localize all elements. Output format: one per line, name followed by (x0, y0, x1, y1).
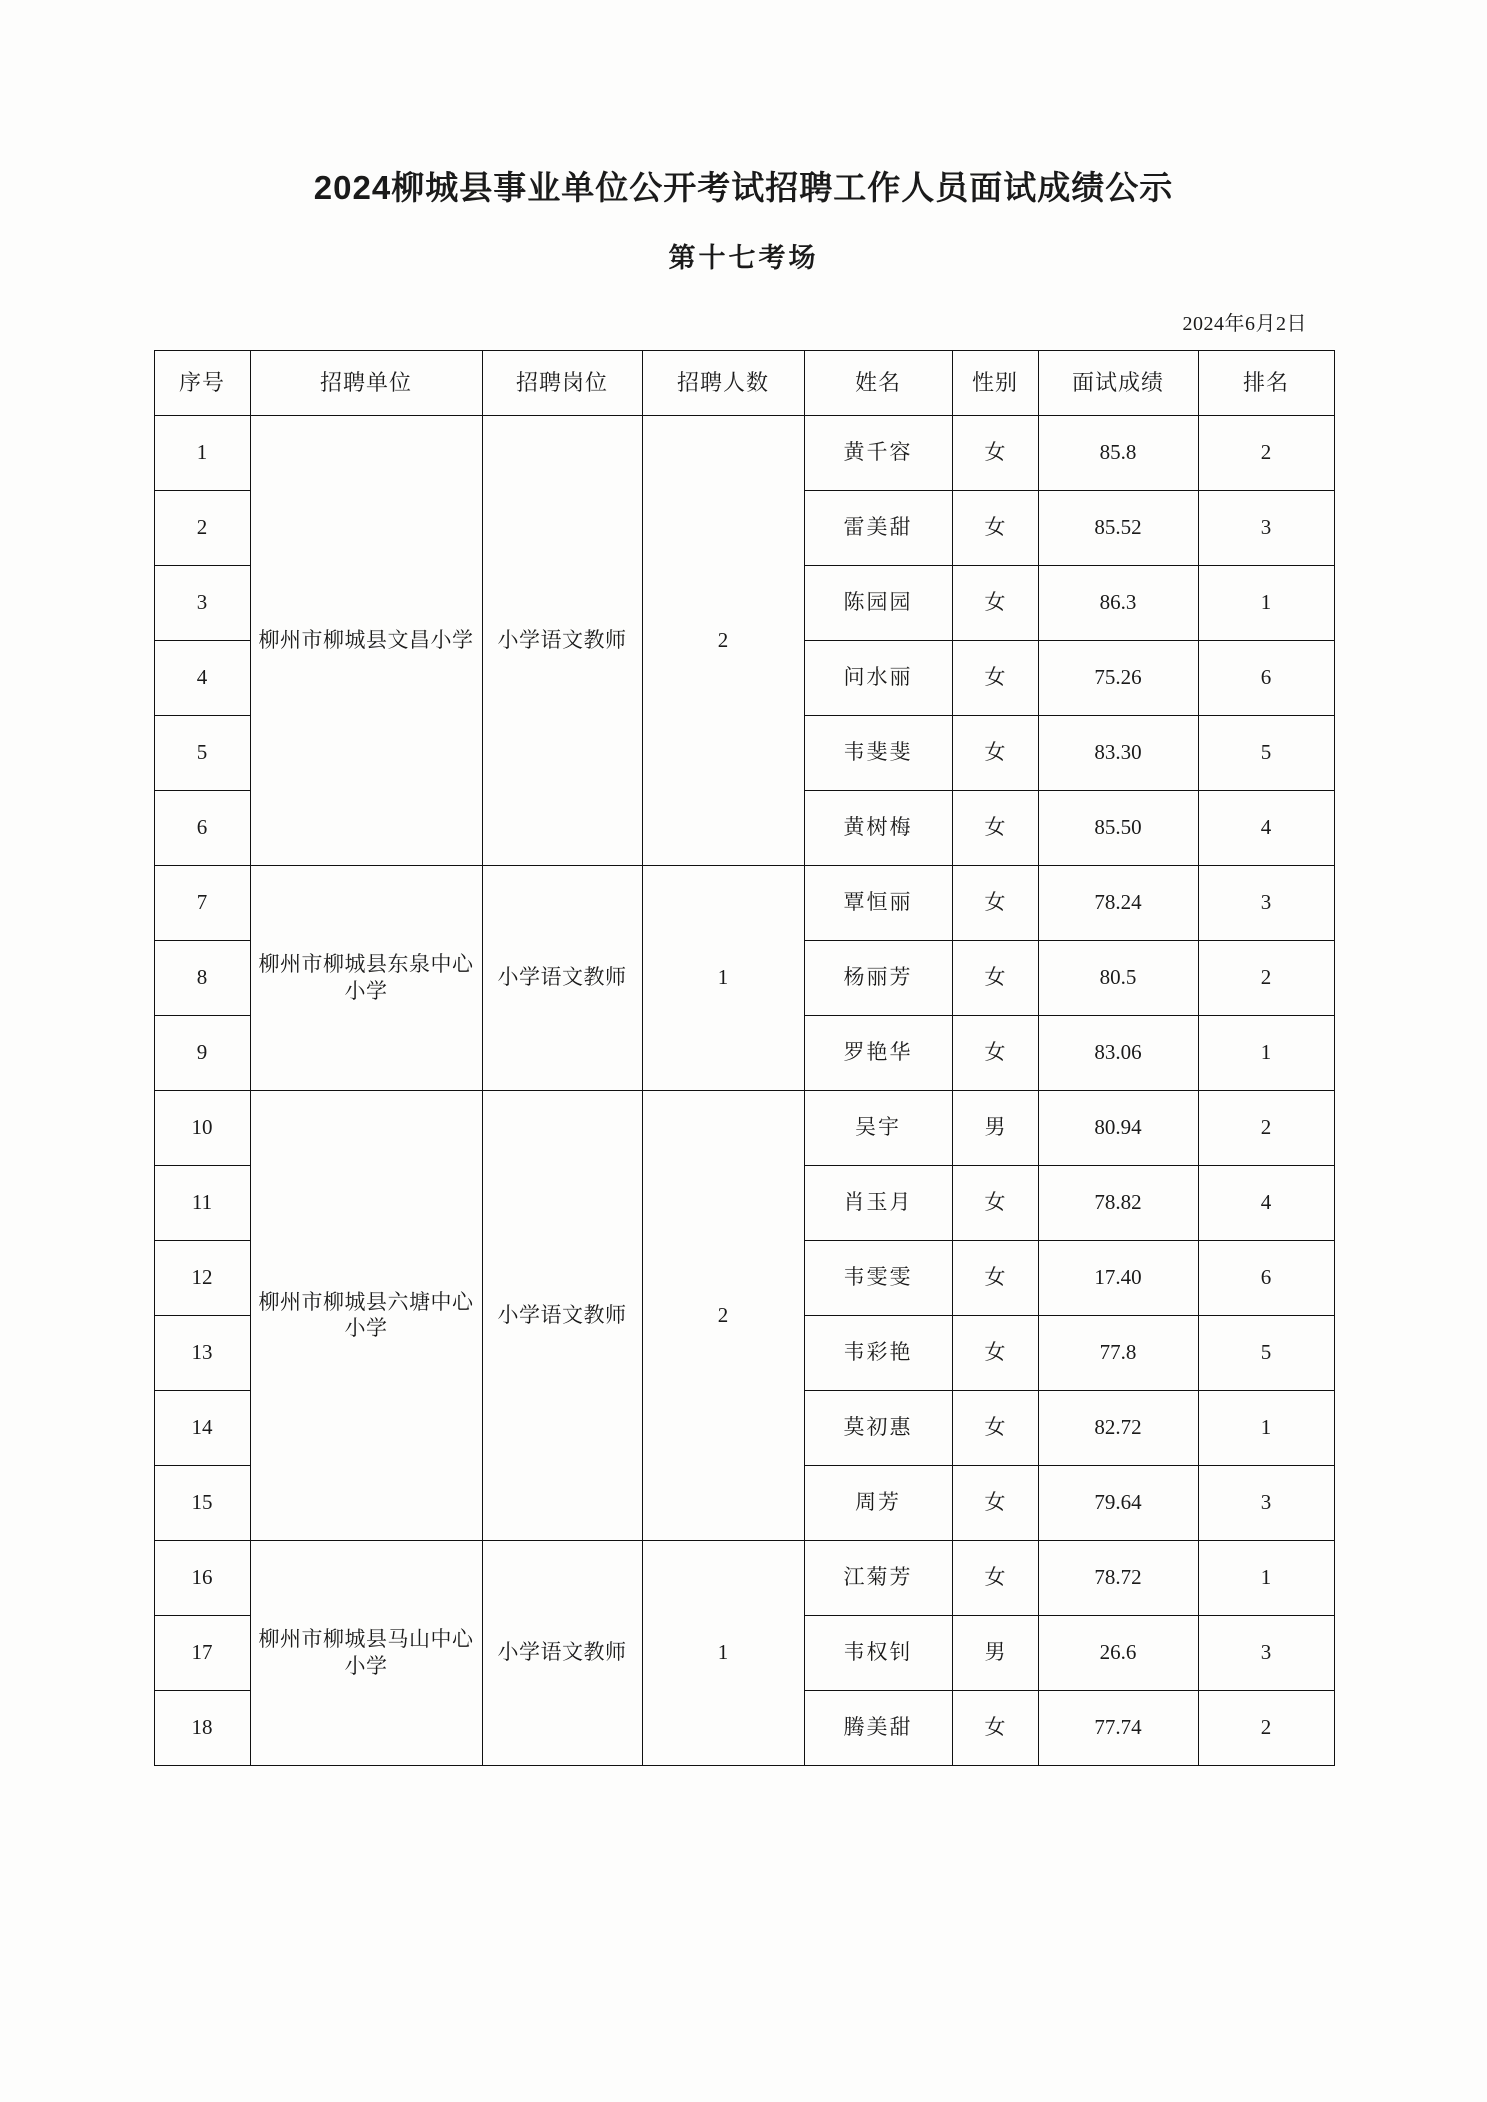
cell-candidate-name: 肖玉月 (804, 1165, 952, 1240)
cell-interview-score: 85.52 (1038, 490, 1198, 565)
cell-index: 8 (154, 940, 250, 1015)
cell-candidate-name: 韦权钊 (804, 1615, 952, 1690)
cell-candidate-name: 韦雯雯 (804, 1240, 952, 1315)
cell-candidate-name: 问水丽 (804, 640, 952, 715)
cell-gender: 女 (952, 640, 1038, 715)
cell-rank: 2 (1198, 1090, 1334, 1165)
cell-gender: 女 (952, 1015, 1038, 1090)
cell-index: 7 (154, 865, 250, 940)
cell-candidate-name: 吴宇 (804, 1090, 952, 1165)
cell-candidate-name: 黄树梅 (804, 790, 952, 865)
cell-rank: 3 (1198, 1615, 1334, 1690)
table-header-row (154, 350, 1334, 415)
cell-interview-score: 83.30 (1038, 715, 1198, 790)
publish-date: 2024年6月2日 (1182, 312, 1307, 335)
cell-interview-score: 85.8 (1038, 415, 1198, 490)
cell-rank: 2 (1198, 940, 1334, 1015)
cell-interview-score: 80.5 (1038, 940, 1198, 1015)
cell-rank: 6 (1198, 1240, 1334, 1315)
cell-index: 1 (154, 415, 250, 490)
cell-rank: 6 (1198, 640, 1334, 715)
cell-interview-score: 17.40 (1038, 1240, 1198, 1315)
cell-gender: 女 (952, 865, 1038, 940)
column-header-score: 面试成绩 (1038, 350, 1198, 415)
cell-recruiting-post: 小学语文教师 (482, 865, 642, 1090)
cell-candidate-name: 韦斐斐 (804, 715, 952, 790)
cell-candidate-name: 覃恒丽 (804, 865, 952, 940)
cell-gender: 女 (952, 940, 1038, 1015)
cell-rank: 3 (1198, 865, 1334, 940)
cell-candidate-name: 黄千容 (804, 415, 952, 490)
cell-index: 12 (154, 1240, 250, 1315)
cell-gender: 女 (952, 1315, 1038, 1390)
cell-index: 4 (154, 640, 250, 715)
cell-gender: 女 (952, 1165, 1038, 1240)
cell-interview-score: 78.82 (1038, 1165, 1198, 1240)
cell-gender: 女 (952, 1465, 1038, 1540)
cell-index: 2 (154, 490, 250, 565)
cell-gender: 女 (952, 565, 1038, 640)
table-row (154, 1090, 1334, 1165)
cell-recruiting-unit: 柳州市柳城县文昌小学 (250, 415, 482, 865)
cell-rank: 2 (1198, 415, 1334, 490)
cell-interview-score: 79.64 (1038, 1465, 1198, 1540)
cell-rank: 5 (1198, 715, 1334, 790)
cell-candidate-name: 周芳 (804, 1465, 952, 1540)
cell-gender: 男 (952, 1090, 1038, 1165)
cell-interview-score: 78.72 (1038, 1540, 1198, 1615)
column-header-name: 姓名 (804, 350, 952, 415)
column-header-post: 招聘岗位 (482, 350, 642, 415)
cell-candidate-name: 腾美甜 (804, 1690, 952, 1765)
cell-index: 13 (154, 1315, 250, 1390)
cell-recruiting-unit: 柳州市柳城县马山中心小学 (250, 1540, 482, 1765)
page-title: 2024柳城县事业单位公开考试招聘工作人员面试成绩公示 (313, 169, 1174, 206)
cell-recruiting-post: 小学语文教师 (482, 1090, 642, 1540)
cell-interview-score: 80.94 (1038, 1090, 1198, 1165)
results-table-wrapper (154, 350, 1334, 1766)
cell-interview-score: 26.6 (1038, 1615, 1198, 1690)
cell-index: 18 (154, 1690, 250, 1765)
cell-gender: 女 (952, 490, 1038, 565)
cell-index: 16 (154, 1540, 250, 1615)
cell-headcount: 2 (642, 1090, 804, 1540)
cell-headcount: 1 (642, 1540, 804, 1765)
cell-interview-score: 82.72 (1038, 1390, 1198, 1465)
cell-rank: 4 (1198, 790, 1334, 865)
cell-recruiting-post: 小学语文教师 (482, 415, 642, 865)
cell-gender: 女 (952, 415, 1038, 490)
cell-index: 14 (154, 1390, 250, 1465)
cell-candidate-name: 杨丽芳 (804, 940, 952, 1015)
column-header-index: 序号 (154, 350, 250, 415)
cell-interview-score: 75.26 (1038, 640, 1198, 715)
cell-index: 11 (154, 1165, 250, 1240)
cell-gender: 女 (952, 715, 1038, 790)
cell-interview-score: 77.74 (1038, 1690, 1198, 1765)
column-header-unit: 招聘单位 (250, 350, 482, 415)
cell-gender: 女 (952, 1240, 1038, 1315)
cell-recruiting-post: 小学语文教师 (482, 1540, 642, 1765)
cell-rank: 4 (1198, 1165, 1334, 1240)
cell-candidate-name: 韦彩艳 (804, 1315, 952, 1390)
cell-rank: 3 (1198, 490, 1334, 565)
cell-interview-score: 77.8 (1038, 1315, 1198, 1390)
cell-gender: 女 (952, 790, 1038, 865)
table-row (154, 415, 1334, 490)
table-body (154, 415, 1334, 1765)
cell-rank: 3 (1198, 1465, 1334, 1540)
cell-candidate-name: 莫初惠 (804, 1390, 952, 1465)
cell-index: 5 (154, 715, 250, 790)
cell-rank: 1 (1198, 1390, 1334, 1465)
column-header-count: 招聘人数 (642, 350, 804, 415)
cell-index: 3 (154, 565, 250, 640)
column-header-gender: 性别 (952, 350, 1038, 415)
table-row (154, 1540, 1334, 1615)
table-header (154, 350, 1334, 415)
cell-index: 17 (154, 1615, 250, 1690)
cell-gender: 女 (952, 1690, 1038, 1765)
cell-index: 10 (154, 1090, 250, 1165)
cell-headcount: 2 (642, 415, 804, 865)
cell-candidate-name: 罗艳华 (804, 1015, 952, 1090)
cell-gender: 男 (952, 1615, 1038, 1690)
table-row (154, 865, 1334, 940)
cell-interview-score: 86.3 (1038, 565, 1198, 640)
cell-candidate-name: 雷美甜 (804, 490, 952, 565)
cell-index: 6 (154, 790, 250, 865)
cell-interview-score: 78.24 (1038, 865, 1198, 940)
cell-gender: 女 (952, 1540, 1038, 1615)
cell-rank: 2 (1198, 1690, 1334, 1765)
cell-gender: 女 (952, 1390, 1038, 1465)
cell-recruiting-unit: 柳州市柳城县东泉中心小学 (250, 865, 482, 1090)
cell-candidate-name: 陈园园 (804, 565, 952, 640)
cell-rank: 1 (1198, 1015, 1334, 1090)
cell-recruiting-unit: 柳州市柳城县六塘中心小学 (250, 1090, 482, 1540)
column-header-rank: 排名 (1198, 350, 1334, 415)
cell-rank: 5 (1198, 1315, 1334, 1390)
cell-interview-score: 83.06 (1038, 1015, 1198, 1090)
cell-interview-score: 85.50 (1038, 790, 1198, 865)
results-table (154, 350, 1335, 1766)
cell-headcount: 1 (642, 865, 804, 1090)
cell-index: 9 (154, 1015, 250, 1090)
cell-candidate-name: 江菊芳 (804, 1540, 952, 1615)
cell-index: 15 (154, 1465, 250, 1540)
cell-rank: 1 (1198, 1540, 1334, 1615)
page-subtitle: 第十七考场 (668, 242, 819, 273)
cell-rank: 1 (1198, 565, 1334, 640)
